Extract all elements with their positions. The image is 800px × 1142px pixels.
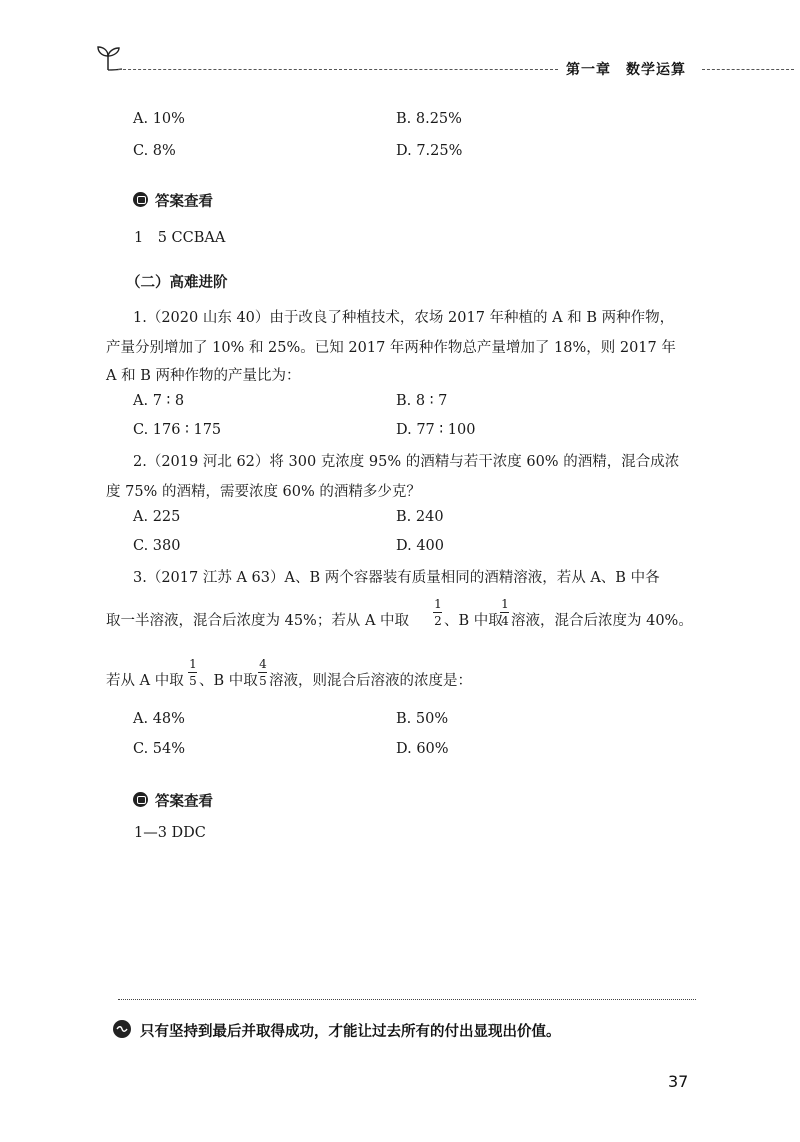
- sprout-icon: [94, 44, 124, 72]
- question-1-line-2: 产量分别增加了 10% 和 25%。已知 2017 年两种作物总产量增加了 18%，则 2017 年: [106, 340, 676, 356]
- answer-icon: [133, 192, 148, 207]
- q2-option-a: A. 225: [133, 509, 181, 525]
- page-number: 37: [668, 1072, 689, 1091]
- chapter-title: 第一章 数学运算: [566, 62, 686, 78]
- fraction-numerator: 1: [501, 597, 509, 611]
- question-3-line-3-part-3: 溶液，则混合后溶液的浓度是：: [269, 673, 472, 689]
- header-rule-left: [118, 69, 558, 70]
- question-1-line-1: 1.（2020 山东 40）由于改良了种植技术，农场 2017 年种植的 A 和 B 两种作物，: [133, 310, 675, 326]
- fraction-denominator: 4: [501, 614, 509, 628]
- fraction-bar: [500, 612, 509, 613]
- fraction-numerator: 4: [259, 657, 267, 671]
- option-b: B. 8.25%: [396, 111, 462, 127]
- question-3-line-2-part-1: 取一半溶液，混合后浓度为 45%；若从 A 中取: [106, 613, 410, 629]
- answer-label: 答案查看: [155, 794, 213, 810]
- answer-text: 1 5 CCBAA: [134, 230, 226, 246]
- option-a: A. 10%: [133, 111, 185, 127]
- fraction-denominator: 2: [434, 614, 442, 628]
- question-3-line-2-part-3: 溶液，混合后浓度为 40%。: [511, 613, 693, 629]
- q3-option-c: C. 54%: [133, 741, 186, 757]
- fraction-numerator: 1: [434, 597, 442, 611]
- q1-option-c: C. 176 ∶ 175: [133, 422, 222, 438]
- footer-rule: [118, 999, 696, 1000]
- question-1-line-3: A 和 B 两种作物的产量比为：: [106, 368, 301, 384]
- answer-text: 1—3 DDC: [134, 825, 206, 841]
- option-d: D. 7.25%: [396, 143, 463, 159]
- q2-option-d: D. 400: [396, 538, 445, 554]
- tip-icon: [112, 1019, 132, 1039]
- question-3-line-1: 3.（2017 江苏 A 63）A、B 两个容器装有质量相同的酒精溶液，若从 A、B 中各: [133, 570, 660, 586]
- question-3-line-3-part-1: 若从 A 中取: [106, 673, 184, 689]
- fraction-bar: [188, 672, 197, 673]
- q1-option-d: D. 77 ∶ 100: [396, 422, 476, 438]
- fraction-bar: [258, 672, 267, 673]
- q3-option-a: A. 48%: [133, 711, 185, 727]
- option-c: C. 8%: [133, 143, 176, 159]
- header-rule-right: [702, 69, 794, 70]
- q1-option-b: B. 8 ∶ 7: [396, 393, 448, 409]
- q1-option-a: A. 7 ∶ 8: [133, 393, 185, 409]
- section-title: （二）高难进阶: [126, 275, 228, 291]
- question-2-line-1: 2.（2019 河北 62）将 300 克浓度 95% 的酒精与若干浓度 60% 的酒精，混合成浓: [133, 454, 680, 470]
- q3-option-b: B. 50%: [396, 711, 449, 727]
- question-3-line-3-part-2: 、B 中取: [199, 673, 258, 689]
- question-3-line-2-part-2: 、B 中取: [444, 613, 503, 629]
- q2-option-c: C. 380: [133, 538, 181, 554]
- fraction-denominator: 5: [189, 674, 197, 688]
- answer-label: 答案查看: [155, 194, 213, 210]
- fraction-bar: [433, 612, 442, 613]
- answer-icon: [133, 792, 148, 807]
- q2-option-b: B. 240: [396, 509, 444, 525]
- question-2-line-2: 度 75% 的酒精，需要浓度 60% 的酒精多少克？: [106, 484, 421, 500]
- q3-option-d: D. 60%: [396, 741, 449, 757]
- fraction-numerator: 1: [189, 657, 197, 671]
- motivational-tip: 只有坚持到最后并取得成功，才能让过去所有的付出显现出价值。: [140, 1024, 561, 1040]
- fraction-denominator: 5: [259, 674, 267, 688]
